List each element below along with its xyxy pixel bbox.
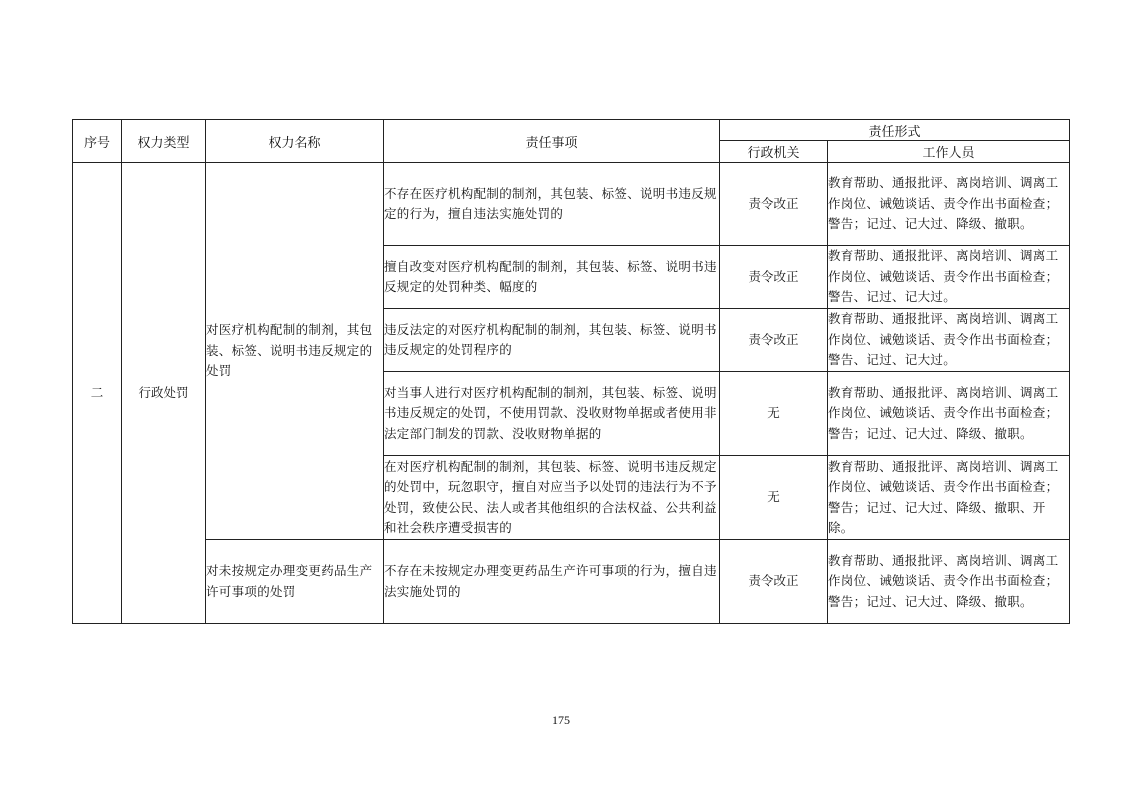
header-power-type: 权力类型 xyxy=(122,120,206,163)
staff-cell: 教育帮助、通报批评、离岗培训、调离工作岗位、诫勉谈话、责令作出书面检查；警告；记过、记大过、降级、撤职。 xyxy=(828,540,1070,624)
header-agency: 行政机关 xyxy=(720,141,828,163)
agency-cell: 无 xyxy=(720,372,828,456)
staff-cell: 教育帮助、通报批评、离岗培训、调离工作岗位、诫勉谈话、责令作出书面检查；警告；记过、记大过、降级、撤职。 xyxy=(828,372,1070,456)
matter-cell: 不存在未按规定办理变更药品生产许可事项的行为，擅自违法实施处罚的 xyxy=(384,540,720,624)
agency-cell: 责令改正 xyxy=(720,540,828,624)
power-type-cell: 行政处罚 xyxy=(122,163,206,624)
header-seq: 序号 xyxy=(73,120,122,163)
staff-cell: 教育帮助、通报批评、离岗培训、调离工作岗位、诫勉谈话、责令作出书面检查；警告、记过、记大过。 xyxy=(828,309,1070,372)
power-name-cell: 对未按规定办理变更药品生产许可事项的处罚 xyxy=(206,540,384,624)
header-staff: 工作人员 xyxy=(828,141,1070,163)
seq-cell: 二 xyxy=(73,163,122,624)
page-number: 175 xyxy=(552,713,570,727)
header-form: 责任形式 xyxy=(720,120,1070,141)
matter-cell: 在对医疗机构配制的制剂，其包装、标签、说明书违反规定的处罚中，玩忽职守，擅自对应当予以处罚的违法行为不予处罚，致使公民、法人或者其他组织的合法权益、公共利益和社会秩序遭受损害的 xyxy=(384,456,720,540)
header-matter: 责任事项 xyxy=(384,120,720,163)
table-row xyxy=(73,540,1070,624)
header-power-name: 权力名称 xyxy=(206,120,384,163)
staff-cell: 教育帮助、通报批评、离岗培训、调离工作岗位、诫勉谈话、责令作出书面检查；警告、记过、记大过。 xyxy=(828,246,1070,309)
staff-cell: 教育帮助、通报批评、离岗培训、调离工作岗位、诫勉谈话、责令作出书面检查；警告；记过、记大过、降级、撤职。 xyxy=(828,163,1070,246)
responsibility-table xyxy=(72,119,1070,624)
table-row xyxy=(73,163,1070,246)
agency-cell: 无 xyxy=(720,456,828,540)
staff-cell: 教育帮助、通报批评、离岗培训、调离工作岗位、诫勉谈话、责令作出书面检查；警告；记过、记大过、降级、撤职、开除。 xyxy=(828,456,1070,540)
matter-cell: 擅自改变对医疗机构配制的制剂，其包装、标签、说明书违反规定的处罚种类、幅度的 xyxy=(384,246,720,309)
power-name-cell: 对医疗机构配制的制剂，其包装、标签、说明书违反规定的处罚 xyxy=(206,163,384,540)
header-row-1 xyxy=(73,120,1070,141)
agency-cell: 责令改正 xyxy=(720,309,828,372)
matter-cell: 不存在医疗机构配制的制剂，其包装、标签、说明书违反规定的行为，擅自违法实施处罚的 xyxy=(384,163,720,246)
agency-cell: 责令改正 xyxy=(720,163,828,246)
matter-cell: 对当事人进行对医疗机构配制的制剂，其包装、标签、说明书违反规定的处罚，不使用罚款、没收财物单据或者使用非法定部门制发的罚款、没收财物单据的 xyxy=(384,372,720,456)
matter-cell: 违反法定的对医疗机构配制的制剂，其包装、标签、说明书违反规定的处罚程序的 xyxy=(384,309,720,372)
agency-cell: 责令改正 xyxy=(720,246,828,309)
